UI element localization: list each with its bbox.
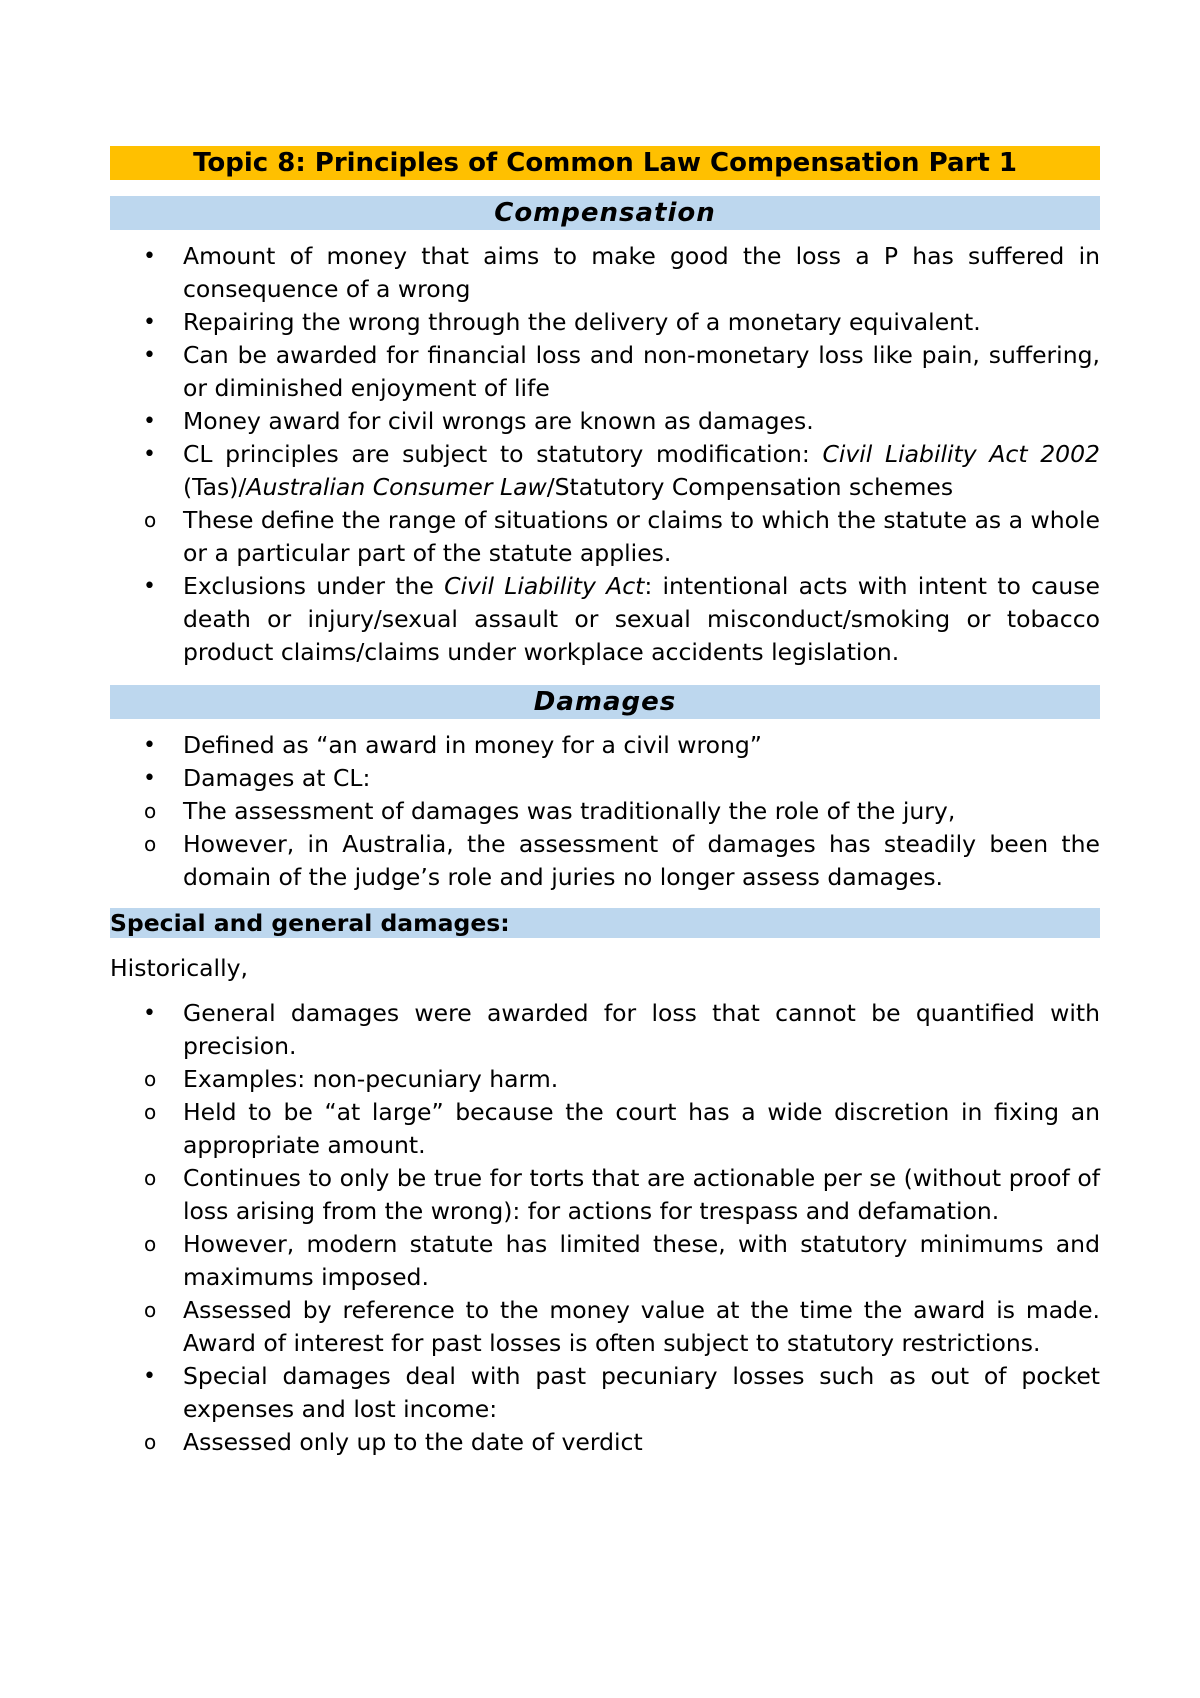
sub-list-item: o The assessment of damages was traditionally the role of the jury, xyxy=(110,795,1100,828)
sub-list xyxy=(110,1426,1100,1459)
page-title: Topic 8: Principles of Common Law Compensation Part 1 xyxy=(110,146,1100,180)
sub-list xyxy=(110,795,1100,894)
list-item: • Amount of money that aims to make good the loss a P has suffered in consequence of a wrong xyxy=(110,240,1100,306)
list-item: • Money award for civil wrongs are known as damages. xyxy=(110,405,1100,438)
list-item-text: (Tas)/ xyxy=(183,473,247,501)
list-item-text: Special damages deal with past pecuniary losses such as out of pocket expenses and lost income: xyxy=(183,1362,1100,1423)
section-heading-compensation: Compensation xyxy=(110,196,1100,230)
list-item xyxy=(110,438,1100,570)
list-item-text: /Statutory Compensation schemes xyxy=(546,473,954,501)
list-item-text: General damages were awarded for loss that cannot be quantified with precision. xyxy=(183,999,1100,1060)
list-item-text: CL principles are subject to statutory modification: xyxy=(183,440,823,468)
special-general-list xyxy=(110,997,1100,1459)
list-item-text: Exclusions under the xyxy=(183,572,445,600)
list-item-text: : intentional acts with intent to cause death or injury/sexual assault or sexual misconduct/smoking or tobacco product claims/claims under workplace accidents legislation. xyxy=(183,572,1100,666)
sub-list-item: o Continues to only be true for torts that are actionable per se (without proof of loss arising from the wrong): for actions for trespass and defamation. xyxy=(110,1162,1100,1228)
list-item: • Repairing the wrong through the delivery of a monetary equivalent. xyxy=(110,306,1100,339)
document-page xyxy=(110,146,1100,1459)
statute-name: Australian Consumer Law xyxy=(246,473,547,501)
sub-list xyxy=(110,504,1100,570)
list-item: • Can be awarded for financial loss and non-monetary loss like pain, suffering, or diminished enjoyment of life xyxy=(110,339,1100,405)
sub-list xyxy=(110,1063,1100,1360)
list-item xyxy=(110,1360,1100,1459)
damages-list xyxy=(110,729,1100,894)
subheading-special-general: Special and general damages: xyxy=(110,908,1100,938)
list-item xyxy=(110,762,1100,894)
list-item xyxy=(110,570,1100,669)
intro-text: Historically, xyxy=(110,954,248,982)
sub-list-item: o Held to be “at large” because the court has a wide discretion in fixing an appropriate amount. xyxy=(110,1096,1100,1162)
statute-name: Civil Liability Act xyxy=(444,572,645,600)
sub-list-item: o However, modern statute has limited these, with statutory minimums and maximums imposed. xyxy=(110,1228,1100,1294)
sub-list-item: o However, in Australia, the assessment of damages has steadily been the domain of the judge’s role and juries no longer assess damages. xyxy=(110,828,1100,894)
sub-list-item: o These define the range of situations or claims to which the statute as a whole or a particular part of the statute applies. xyxy=(110,504,1100,570)
section-heading-damages: Damages xyxy=(110,685,1100,719)
list-item: • Defined as “an award in money for a civil wrong” xyxy=(110,729,1100,762)
sub-list-item: o Examples: non-pecuniary harm. xyxy=(110,1063,1100,1096)
list-item xyxy=(110,997,1100,1360)
compensation-list xyxy=(110,240,1100,669)
statute-name: Civil Liability Act 2002 xyxy=(822,440,1101,468)
list-item-text: Damages at CL: xyxy=(183,764,371,792)
sub-list-item: o Assessed only up to the date of verdict xyxy=(110,1426,1100,1459)
sub-list-item: o Assessed by reference to the money value at the time the award is made. Award of interest for past losses is often subject to statutory restrictions. xyxy=(110,1294,1100,1360)
